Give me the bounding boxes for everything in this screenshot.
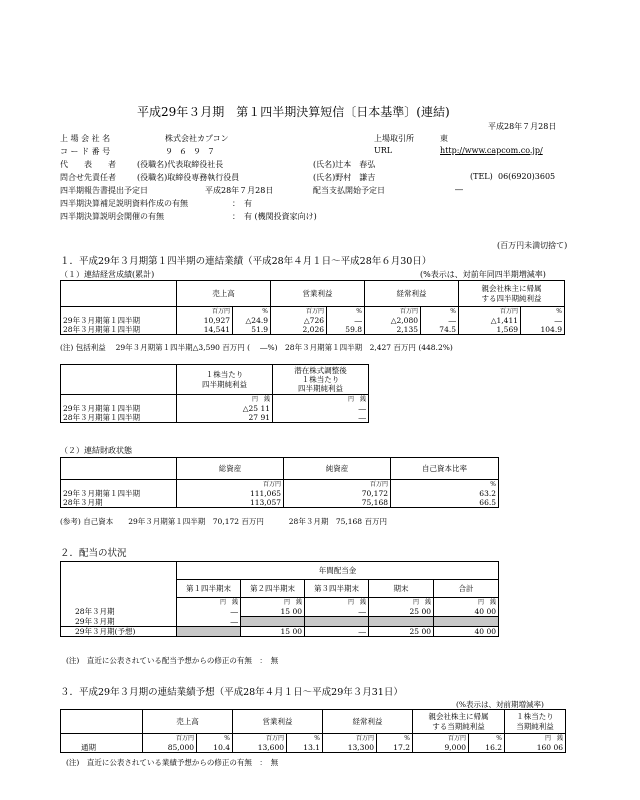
col-header-sales: 売上高 xyxy=(143,710,233,734)
cell-value: 113,057 xyxy=(177,498,284,508)
unit-row-blank xyxy=(61,598,177,608)
cell-value: 51.9 xyxy=(233,325,271,335)
cell-shaded xyxy=(177,627,241,637)
unit-percent: % xyxy=(421,307,459,317)
unit-percent: % xyxy=(521,307,565,317)
cell-value: ― xyxy=(273,404,369,413)
section1-pct-note: (%表示は、対前年同四半期増減率) xyxy=(420,270,546,279)
rep-title: (役職名)代表取締役社長 xyxy=(137,160,224,169)
cell-value: ― xyxy=(305,607,369,617)
cell-value: 16.2 xyxy=(469,743,505,753)
contact-name: (氏名)野村 謙吉 xyxy=(313,173,376,182)
row-label: 29年３月期第１四半期 xyxy=(61,316,177,325)
contact-label: 問合せ先責任者 xyxy=(60,173,116,182)
unit-row-blank xyxy=(61,480,177,490)
operating-results-table xyxy=(60,280,565,335)
cell-value: △24.9 xyxy=(233,316,271,325)
unit-row-blank xyxy=(61,307,177,317)
unit-million: 百万円 xyxy=(323,734,377,744)
col-header-q1-end: 第１四半期末 xyxy=(177,580,241,598)
unit-million: 百万円 xyxy=(413,734,469,744)
col-header-net-income: 親会社株主に帰属 する当期純利益 xyxy=(413,710,505,734)
rep-name: (氏名)辻本 春弘 xyxy=(313,160,376,169)
col-group-annual-dividend: 年間配当金 xyxy=(177,562,499,580)
unit-percent: % xyxy=(197,734,233,744)
unit-million: 百万円 xyxy=(365,307,421,317)
unit-yen: 円 銭 xyxy=(369,598,434,608)
cell-value: ― xyxy=(327,316,365,325)
corner-cell xyxy=(61,562,177,598)
col-header-net-income: 親会社株主に帰属 する四半期純利益 xyxy=(459,281,565,307)
corner-cell xyxy=(61,365,177,395)
unit-yen: 円 銭 xyxy=(177,395,273,405)
dividend-start-value: ― xyxy=(455,185,463,194)
unit-row-blank xyxy=(61,395,177,405)
cell-value: 63.2 xyxy=(391,489,499,498)
code-value: ９６９７ xyxy=(165,147,221,156)
section1-subheading: （１）連結経営成績(累計) xyxy=(60,270,155,279)
cell-value: 66.5 xyxy=(391,498,499,508)
unit-yen: 円 銭 xyxy=(241,598,305,608)
code-label: コ ー ド 番 号 xyxy=(60,147,111,156)
cell-value: 74.5 xyxy=(421,325,459,335)
cell-value: ― xyxy=(421,316,459,325)
row-label: 29年３月期(予想) xyxy=(61,627,177,637)
col-header-sales: 売上高 xyxy=(177,281,271,307)
cell-value: 25 00 xyxy=(369,607,434,617)
cell-value: 70,172 xyxy=(284,489,391,498)
cell-value: ― xyxy=(273,413,369,423)
cell-value: △726 xyxy=(271,316,327,325)
corner-cell xyxy=(61,458,177,480)
forecast-table xyxy=(60,709,566,753)
row-label: 29年３月期 xyxy=(61,617,177,627)
cell-value: △1,411 xyxy=(459,316,521,325)
report-date-label: 四半期報告書提出予定日 xyxy=(60,186,148,195)
rounding-note: (百万円未満切捨て) xyxy=(497,241,568,250)
row-label: 28年３月期 xyxy=(61,498,177,508)
col-header-ordinary-income: 経常利益 xyxy=(365,281,459,307)
company-name: 株式会社カプコン xyxy=(165,134,229,143)
col-header-equity-ratio: 自己資本比率 xyxy=(391,458,499,480)
cell-value: 85,000 xyxy=(143,743,197,753)
section4-heading: ３．平成29年３月期の連結業績予想（平成28年４月１日～平成29年３月31日） xyxy=(60,687,403,698)
company-label: 上 場 会 社 名 xyxy=(60,134,111,143)
equity-reference-note: (参考) 自己資本 29年３月期第１四半期 70,172 百万円 28年３月期 75,168 百万円 xyxy=(60,517,387,526)
page-title: 平成29年３月期 第１四半期決算短信〔日本基準〕(連結) xyxy=(137,105,450,119)
table-row xyxy=(61,404,369,413)
briefing-value: ： 有 (機関投資家向け) xyxy=(232,212,317,221)
unit-million: 百万円 xyxy=(459,307,521,317)
cell-value: 15 00 xyxy=(241,627,305,637)
company-url-link[interactable]: http://www.capcom.co.jp/ xyxy=(440,146,543,155)
col-header-operating-income: 営業利益 xyxy=(233,710,323,734)
corner-cell xyxy=(61,710,143,734)
dividend-revision-note: (注) 直近に公表されている配当予想からの修正の有無 ： 無 xyxy=(66,656,279,665)
cell-value: ― xyxy=(177,607,241,617)
unit-percent: % xyxy=(233,307,271,317)
cell-value: △2,080 xyxy=(365,316,421,325)
cell-value: 17.2 xyxy=(377,743,413,753)
row-label: 29年３月期第１四半期 xyxy=(61,489,177,498)
cell-value: 10.4 xyxy=(197,743,233,753)
col-header-total-assets: 総資産 xyxy=(177,458,284,480)
cell-value: 40 00 xyxy=(434,607,499,617)
unit-yen: 円 銭 xyxy=(505,734,566,744)
unit-million: 百万円 xyxy=(177,480,284,490)
col-header-q2-end: 第２四半期末 xyxy=(241,580,305,598)
dividend-start-label: 配当支払開始予定日 xyxy=(313,186,385,195)
table-row xyxy=(61,316,565,325)
exchange-value: 東 xyxy=(440,134,448,143)
cell-value: 25 00 xyxy=(369,627,434,637)
report-date: 平成28年７月28日 xyxy=(488,122,557,131)
col-header-diluted-eps: 潜在株式調整後 １株当たり 四半期純利益 xyxy=(273,365,369,395)
url-label: URL xyxy=(374,146,393,155)
rep-label: 代 表 者 xyxy=(60,160,116,169)
table-row xyxy=(61,325,565,335)
col-header-eps: １株当たり 当期純利益 xyxy=(505,710,566,734)
table-row xyxy=(61,498,499,508)
section3-heading: ２．配当の状況 xyxy=(60,548,127,559)
table-row xyxy=(61,743,566,753)
eps-table xyxy=(60,364,369,423)
cell-shaded xyxy=(241,617,305,627)
cell-value: 111,065 xyxy=(177,489,284,498)
supplementary-value: ： 有 xyxy=(232,199,252,208)
col-header-total: 合計 xyxy=(434,580,499,598)
col-header-operating-income: 営業利益 xyxy=(271,281,365,307)
unit-yen: 円 銭 xyxy=(177,598,241,608)
cell-value: ― xyxy=(521,316,565,325)
cell-value: 13,300 xyxy=(323,743,377,753)
section4-pct-note: (%表示は、対前期増減率) xyxy=(456,700,544,709)
col-header-q3-end: 第３四半期末 xyxy=(305,580,369,598)
unit-percent: % xyxy=(377,734,413,744)
supplementary-label: 四半期決算補足説明資料作成の有無 xyxy=(60,199,188,208)
financial-position-table xyxy=(60,457,499,508)
unit-yen: 円 銭 xyxy=(434,598,499,608)
table-row xyxy=(61,617,499,627)
dividends-table xyxy=(60,561,499,637)
cell-value: 75,168 xyxy=(284,498,391,508)
tel-label: (TEL) xyxy=(470,172,493,181)
row-label: 28年３月期第１四半期 xyxy=(61,325,177,335)
comprehensive-income-note: (注) 包括利益 29年３月期第１四半期△3,590 百万円 ( ―%) 28年３月期第１四半期 2,427 百万円 (448.2%) xyxy=(60,343,453,352)
report-date-value: 平成28年７月28日 xyxy=(205,186,274,195)
unit-million: 百万円 xyxy=(271,307,327,317)
unit-yen: 円 銭 xyxy=(305,598,369,608)
col-header-year-end: 期末 xyxy=(369,580,434,598)
unit-percent: % xyxy=(469,734,505,744)
row-label: 28年３月期第１四半期 xyxy=(61,413,177,423)
cell-value: 59.8 xyxy=(327,325,365,335)
unit-million: 百万円 xyxy=(143,734,197,744)
col-header-net-assets: 純資産 xyxy=(284,458,391,480)
cell-value: 2,135 xyxy=(365,325,421,335)
cell-value: 40 00 xyxy=(434,627,499,637)
cell-value: ― xyxy=(305,627,369,637)
col-header-ordinary-income: 経常利益 xyxy=(323,710,413,734)
row-label: 28年３月期 xyxy=(61,607,177,617)
unit-row-blank xyxy=(61,734,143,744)
table-row xyxy=(61,413,369,423)
contact-title: (役職名)取締役専務執行役員 xyxy=(137,173,240,182)
cell-value: △25 11 xyxy=(177,404,273,413)
section1-heading: １．平成29年３月期第１四半期の連結業績（平成28年４月１日～平成28年６月30日） xyxy=(60,256,432,267)
cell-shaded xyxy=(305,617,369,627)
cell-value: 160 06 xyxy=(505,743,566,753)
section2-subheading: （２）連結財政状態 xyxy=(60,446,132,455)
cell-value: 27 91 xyxy=(177,413,273,423)
table-row xyxy=(61,627,499,637)
cell-value: 15 00 xyxy=(241,607,305,617)
briefing-label: 四半期決算説明会開催の有無 xyxy=(60,212,164,221)
cell-shaded xyxy=(369,617,434,627)
cell-value: 1,569 xyxy=(459,325,521,335)
corner-cell xyxy=(61,281,177,307)
unit-million: 百万円 xyxy=(284,480,391,490)
exchange-label: 上場取引所 xyxy=(374,134,414,143)
row-label: 29年３月期第１四半期 xyxy=(61,404,177,413)
cell-value: 9,000 xyxy=(413,743,469,753)
unit-percent: % xyxy=(327,307,365,317)
table-row xyxy=(61,607,499,617)
unit-million: 百万円 xyxy=(233,734,287,744)
tel-value: 06(6920)3605 xyxy=(498,172,556,181)
cell-value: 13.1 xyxy=(287,743,323,753)
cell-value: 10,927 xyxy=(177,316,233,325)
col-header-eps: １株当たり 四半期純利益 xyxy=(177,365,273,395)
cell-value: 2,026 xyxy=(271,325,327,335)
unit-million: 百万円 xyxy=(177,307,233,317)
cell-value: 14,541 xyxy=(177,325,233,335)
cell-value: 104.9 xyxy=(521,325,565,335)
row-label: 通期 xyxy=(61,743,143,753)
unit-percent: % xyxy=(391,480,499,490)
cell-value: ― xyxy=(177,617,241,627)
unit-percent: % xyxy=(287,734,323,744)
forecast-revision-note: (注) 直近に公表されている業績予想からの修正の有無 ： 無 xyxy=(66,758,279,767)
table-row xyxy=(61,489,499,498)
cell-shaded xyxy=(434,617,499,627)
unit-yen: 円 銭 xyxy=(273,395,369,405)
cell-value: 13,600 xyxy=(233,743,287,753)
